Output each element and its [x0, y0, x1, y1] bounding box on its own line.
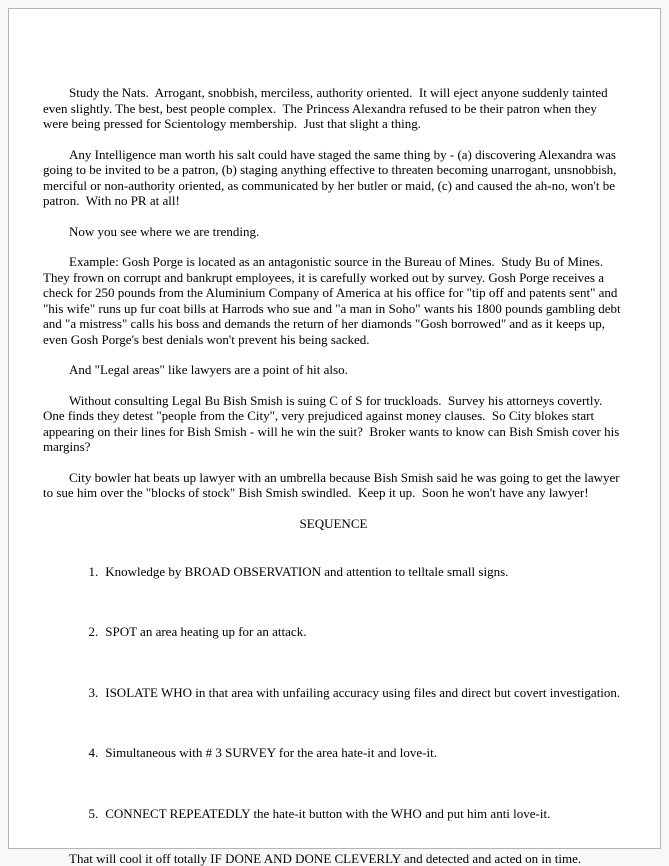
sequence-item-5 — [43, 790, 624, 837]
paragraph-study-the-nats: Study the Nats. Arrogant, snobbish, merciless, authority oriented. It will eject anyone suddenly tainted even slightly. The best, best people complex. The Princess Alexandra refused to be their patron when they were being pressed for Scientology membership. Just that slight a thing. — [43, 85, 624, 132]
sequence-item-text: ISOLATE WHO in that area with unfailing accuracy using files and direct but covert investigation. — [105, 685, 620, 700]
section-heading-sequence: SEQUENCE — [43, 516, 624, 532]
sequence-item-text: Knowledge by BROAD OBSERVATION and attention to telltale small signs. — [105, 564, 508, 579]
sequence-item-number: 5. — [89, 806, 99, 822]
sequence-item-text: CONNECT REPEATEDLY the hate-it button with the WHO and put him anti love-it. — [105, 806, 550, 821]
sequence-item-2 — [43, 609, 624, 656]
sequence-item-text: Simultaneous with # 3 SURVEY for the area hate-it and love-it. — [105, 745, 437, 760]
paragraph-city-bowler-hat: City bowler hat beats up lawyer with an umbrella because Bish Smish said he was going to get the lawyer to sue him over the "blocks of stock" Bish Smish swindled. Keep it up. Soon he won't have any lawyer! — [43, 470, 624, 501]
paragraph-intelligence-man: Any Intelligence man worth his salt could have staged the same thing by - (a) discovering Alexandra was going to be invited to be a patron, (b) staging anything effective to threaten becoming unarrogant, unsnobbish, merciful or non-authority oriented, as communicated by her butler or maid, (c) and caused the ah-no, won't be patron. With no PR at all! — [43, 147, 624, 209]
sequence-item-4 — [43, 730, 624, 777]
sequence-item-number: 2. — [89, 624, 99, 640]
sequence-item-1 — [43, 548, 624, 595]
sequence-item-text: SPOT an area heating up for an attack. — [105, 624, 306, 639]
document-page — [8, 8, 661, 849]
paragraph-legal-areas: And "Legal areas" like lawyers are a point of hit also. — [43, 362, 624, 378]
closing-paragraph: That will cool it off totally IF DONE AND DONE CLEVERLY and detected and acted on in time. — [43, 851, 624, 866]
paragraph-trending: Now you see where we are trending. — [43, 224, 624, 240]
sequence-item-number: 4. — [89, 745, 99, 761]
sequence-item-3 — [43, 669, 624, 716]
sequence-item-number: 3. — [89, 685, 99, 701]
sequence-list — [43, 548, 624, 837]
paragraph-bish-smish-suit: Without consulting Legal Bu Bish Smish is suing C of S for truckloads. Survey his attorneys covertly. One finds they detest "people from the City", very prejudiced against money clauses. So City blokes start appearing on their lines for Bish Smish - will he win the suit? Broker wants to know can Bish Smish cover his margins? — [43, 393, 624, 455]
sequence-item-number: 1. — [89, 564, 99, 580]
paragraph-gosh-porge-example: Example: Gosh Porge is located as an antagonistic source in the Bureau of Mines. Study Bu of Mines. They frown on corrupt and bankrupt employees, it is carefully worked out by survey. Gosh Porge receives a check for 250 pounds from the Aluminium Company of America at his office for "tip off and patents sent" and "his wife" runs up fur coat bills at Harrods who sue and "a man in Soho" wants his 1800 pounds gambling debt and "a mistress" calls his boss and demands the return of her diamonds "Gosh borrowed" and as it keeps up, even Gosh Porge's best denials won't prevent his being sacked. — [43, 254, 624, 347]
